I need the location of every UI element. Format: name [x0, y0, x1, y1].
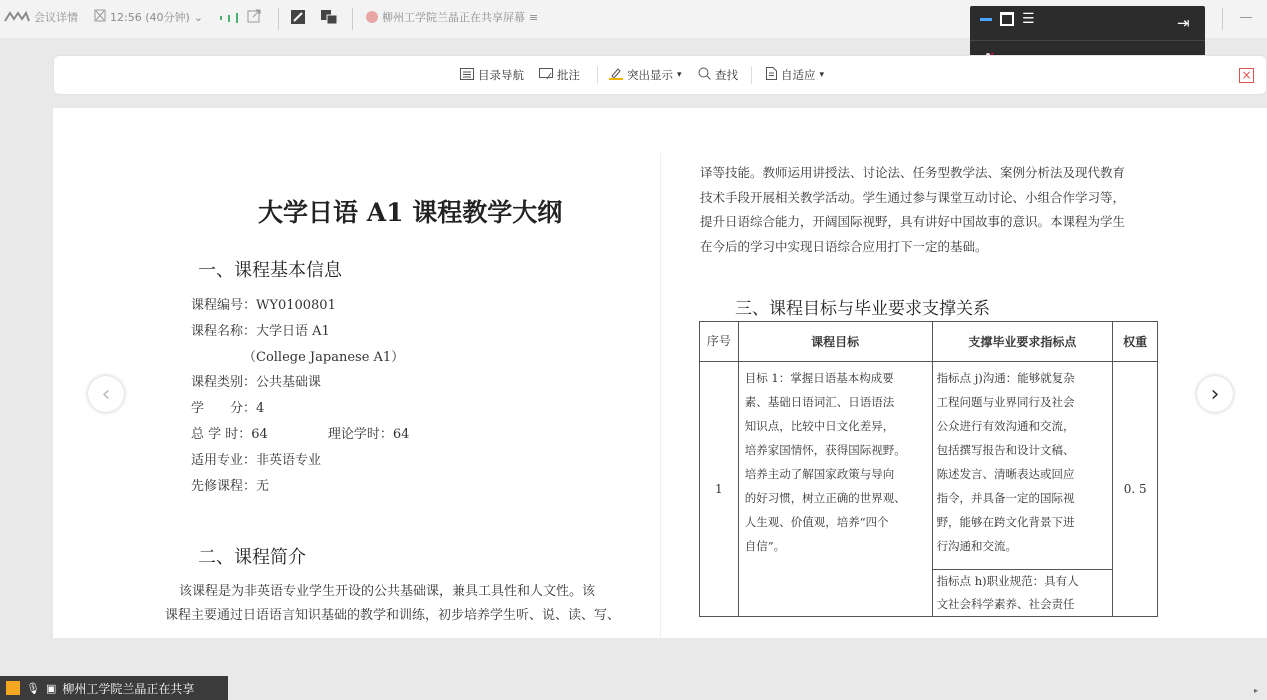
chevron-down-icon: ⌄	[193, 10, 203, 24]
info-line: 课程类别：公共基础课	[191, 375, 322, 391]
cell-line: 文社会科学素养、社会责任	[936, 597, 1075, 611]
document-page	[53, 108, 1267, 638]
toc-icon	[460, 68, 474, 83]
hourglass-icon	[94, 9, 106, 25]
highlight-label: 突出显示	[627, 68, 673, 82]
paragraph-line: 课程主要通过日语语言知识基础的教学和训练，初步培养学生听、说、读、写、	[165, 608, 621, 623]
share-control-icon[interactable]	[320, 9, 338, 25]
table-header: 序号	[700, 322, 739, 362]
cell-line: 指标点 j)沟通：能够就复杂	[936, 371, 1075, 385]
section-heading: 三、课程目标与毕业要求支撑关系	[735, 299, 990, 319]
next-page-button[interactable]	[1197, 376, 1233, 412]
menu-icon: ≡	[529, 10, 539, 24]
table-cell: 1	[700, 362, 739, 617]
table-header: 权重	[1113, 322, 1158, 362]
find-label: 查找	[715, 68, 738, 82]
minimize-icon[interactable]	[1240, 17, 1252, 18]
toc-label: 目录导航	[478, 68, 524, 82]
cell-line: 自信”。	[744, 539, 786, 553]
indicator-cell	[932, 362, 1113, 570]
annotate-button[interactable]	[539, 67, 580, 83]
participant-icon	[6, 681, 20, 695]
info-line: 先修课程：无	[191, 478, 270, 494]
cell-line: 的好习惯，树立正确的世界观、	[744, 491, 906, 505]
section-heading: 二、课程简介	[198, 547, 306, 568]
table-header-row	[700, 322, 1158, 362]
fit-label: 自适应	[781, 68, 816, 82]
cell-line: 陈述发言、清晰表达或回应	[936, 467, 1075, 481]
sharing-status[interactable]	[366, 9, 538, 25]
paragraph-line: 提升日语综合能力，开阔国际视野，具有讲好中国故事的意识。本课程为学生	[700, 214, 1126, 229]
paragraph-line: 在今后的学习中实现日语综合应用打下一定的基础。	[700, 238, 988, 254]
annotate-icon	[539, 68, 553, 83]
cell-line: 人生观、价值观，培养“四个	[744, 515, 889, 529]
paragraph-line: 译等技能。教师运用讲授法、讨论法、任务型教学法、案例分析法及现代教育	[700, 165, 1126, 180]
course-info	[191, 293, 409, 499]
cell-line: 培养主动了解国家政策与导向	[744, 467, 895, 481]
cell-line: 指标点 h)职业规范：具有人	[936, 574, 1079, 588]
intro-paragraph	[165, 580, 620, 628]
cell-line: 工程问题与业界同行及社会	[936, 395, 1075, 409]
paragraph-line: 该课程是为非英语专业学生开设的公共基础课，兼具工具性和人文性。该	[179, 584, 596, 599]
paragraph-line: 技术手段开展相关教学活动。学生通过参与课堂互动讨论、小组合作学习等，	[700, 189, 1126, 205]
info-line: 学 分：4	[191, 401, 265, 417]
cell-line: 公众进行有效沟通和交流，	[936, 419, 1075, 433]
page-fit-icon	[766, 67, 777, 83]
cell-line: 目标 1：掌握日语基本构成要	[744, 371, 894, 385]
collapse-panel-icon[interactable]: ⇥	[1177, 14, 1190, 32]
list-icon[interactable]: ☰	[1022, 11, 1035, 27]
goals-table	[699, 321, 1158, 617]
info-line: （College Japanese A1）	[243, 349, 405, 365]
chevron-right-icon: ›	[1210, 381, 1220, 407]
chevron-down-icon: ▾	[677, 70, 682, 80]
highlight-button[interactable]	[609, 67, 682, 83]
divider	[970, 40, 1205, 41]
popout-icon[interactable]	[247, 9, 261, 23]
meeting-timer[interactable]	[94, 9, 203, 25]
sharing-bar[interactable]	[0, 676, 228, 700]
meeting-time: 12:56 (40分钟)	[110, 11, 190, 24]
find-button[interactable]	[698, 67, 738, 83]
indicator-cell	[932, 570, 1113, 617]
caret-right-icon: ▸	[1254, 686, 1259, 695]
sharing-status-text: 柳州工学院兰晶正在共享屏幕	[382, 11, 525, 24]
chevron-down-icon: ▾	[819, 70, 825, 80]
search-icon	[698, 67, 711, 83]
section-heading: 一、课程基本信息	[198, 260, 342, 281]
info-line: 总 学 时：64 理论学时：64	[191, 426, 410, 442]
info-line: 适用专业：非英语专业	[191, 452, 322, 468]
cell-line: 素、基础日语词汇、日语语法	[744, 395, 895, 409]
viewer-toolbar	[53, 55, 1267, 95]
info-line: 课程编号：WY0100801	[191, 298, 336, 313]
chevron-left-icon: ‹	[101, 381, 111, 407]
table-row	[700, 362, 1158, 570]
annotate-tool-icon[interactable]	[290, 9, 306, 25]
cell-line: 野，能够在跨文化背景下进	[936, 515, 1075, 529]
signal-strength-icon[interactable]	[220, 13, 240, 23]
meeting-details-button[interactable]	[4, 9, 78, 25]
window-icon[interactable]	[1000, 12, 1014, 26]
minimize-window-icon[interactable]	[980, 18, 992, 21]
cell-line: 指令，并具备一定的国际视	[936, 491, 1075, 505]
divider	[751, 66, 752, 84]
divider	[278, 8, 279, 30]
annotate-label: 批注	[557, 68, 580, 82]
column-divider	[660, 153, 661, 638]
divider	[1222, 8, 1223, 30]
weight-cell: 0. 5	[1113, 362, 1158, 617]
highlighter-icon	[609, 67, 623, 83]
divider	[597, 66, 598, 84]
cell-line: 知识点，比较中日文化差异，	[744, 419, 895, 433]
microphone-icon: 🎙	[26, 681, 40, 695]
table-header: 支撑毕业要求指标点	[932, 322, 1113, 362]
meeting-details-label: 会议详情	[34, 11, 78, 24]
divider	[352, 8, 353, 30]
user-avatar-icon	[366, 11, 378, 23]
previous-page-button[interactable]	[88, 376, 124, 412]
sharing-bar-text: 柳州工学院兰晶正在共享	[62, 681, 195, 696]
document-title: 大学日语 A1 课程教学大纲	[258, 198, 563, 227]
cell-line: 行沟通和交流。	[936, 539, 1018, 553]
course-goal-cell	[738, 362, 932, 617]
cell-line: 培养家国情怀，获得国际视野。	[744, 443, 906, 457]
info-line: 课程名称：大学日语 A1	[191, 323, 330, 339]
meeting-logo-icon	[4, 10, 30, 25]
toc-button[interactable]	[460, 67, 524, 83]
screen-share-icon: ▣	[45, 681, 57, 695]
cell-line: 包括撰写报告和设计文稿、	[936, 443, 1075, 457]
table-header: 课程目标	[738, 322, 932, 362]
intro-paragraph-continued	[700, 161, 1125, 259]
close-icon[interactable]: ×	[1239, 68, 1254, 83]
fit-button[interactable]	[766, 67, 824, 83]
